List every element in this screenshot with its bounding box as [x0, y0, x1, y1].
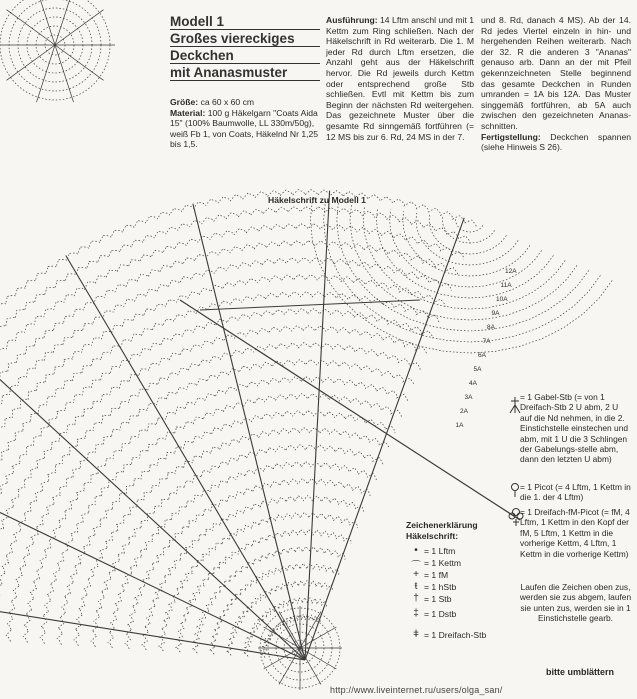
pattern-title [170, 14, 320, 82]
turn-page-note: bitte umblättern [546, 667, 615, 677]
round-label: 3A [464, 394, 473, 401]
round-label: 1A [455, 422, 464, 429]
round-label: 8A [487, 324, 495, 331]
legend-item-kettm: ⌒ = 1 Kettm [411, 558, 462, 572]
legend-note: Laufen die Zeichen oben zus, werden sie zus abgem, laufen sie unten zus, werden sie in 1 Einstichstelle gearb. [519, 582, 632, 624]
triple-treble-symbol-icon: ǂ [413, 629, 419, 640]
legend-item-dreifach-stb: ǂ = 1 Dreifach-Stb [406, 630, 526, 644]
legend-heading-2: Häkelschrift: [406, 530, 459, 541]
round-label: 12A [505, 268, 517, 275]
legend-item-stb: † = 1 Stb [406, 594, 526, 608]
legend-item-fm: + = 1 fM [406, 570, 526, 584]
material-value: 100 g Häkelgarn "Coats Aida 15" (100% Baumwolle, LL 330m/50g), weiß Fb 1, von Coats, Häkelnd Nr 1,25 bis 1,5. [170, 107, 319, 150]
gabel-stitch-description: = 1 Gabel-Stb (= von 1 Dreifach-Stb 2 U abm, 2 U auf die Nd nehmen, in die 2. Einstichstelle einstechen und abm, mit 1 U die 3 Schlingen der Gabelungs-stelle abm, dann den letzten U abm) [520, 392, 629, 465]
slip-stitch-symbol-icon: ⌒ [411, 561, 421, 572]
legend-heading [406, 520, 516, 541]
instructions-text-1: 14 Lftm anschl und mit 1 Kettm zum Ring schließen. Nach der Häkelschrift in Rd weiterarb. Die 1. M jeder Rd durch Lftm ersetzen, die Anzahl geht aus der Häkelschrift hervor. Die Rd jeweils durch Kettm oder entsprechend große Stb schließen. Evtl mit Kettm bis zum Beginn der nächsten Rd weitergehen. Das gezeichnete Muster über die gesamte Rd sinngemäß fortführen (= 12 MS bis zur 6. Rd, 24 MS in der 7. [326, 15, 475, 142]
legend-item-lftm: • = 1 Lftm [406, 546, 526, 560]
instructions-label: Ausführung: [326, 15, 378, 25]
treble-symbol-icon: ‡ [413, 608, 419, 619]
instructions-column-1 [326, 15, 474, 142]
chain-symbol-icon: • [414, 545, 418, 556]
legend-item-hstb: ŧ = 1 hStb [406, 582, 526, 596]
round-label: 2A [460, 408, 468, 415]
title-line-2: Großes viereckiges [170, 31, 320, 47]
round-label: 7A [482, 338, 491, 345]
chart-title: Häkelschrift zu Modell 1 [268, 195, 366, 205]
triple-picot-description: = 1 Dreifach-fM-Picot (= fM, 4 Lftm, 1 Kettm in den Kopf der fM, 5 Lftm, 1 Kettm in die vorherige Kettm, 4 Lftm, 1 Kettm in die vorherige Kettm) [520, 507, 630, 559]
legend-heading-1: Zeichenerklärung [406, 520, 478, 530]
half-double-symbol-icon: ŧ [414, 581, 418, 592]
instructions-column-2 [481, 15, 631, 153]
title-line-4: mit Ananasmuster [170, 65, 320, 81]
title-line-3: Deckchen [170, 48, 320, 64]
round-label: 5A [473, 366, 482, 373]
finish-text: Deckchen spannen (siehe Hinweis S 26). [481, 131, 631, 153]
material-label: Material: [170, 107, 206, 118]
round-label: 10A [496, 296, 508, 303]
round-label: 4A [469, 380, 477, 387]
watermark-url: http://www.liveinternet.ru/users/olga_san/ [330, 685, 503, 695]
title-line-1: Modell 1 [170, 14, 320, 30]
round-label: 9A [491, 310, 500, 317]
single-crochet-symbol-icon: + [413, 569, 419, 580]
finish-label: Fertigstellung: [481, 131, 541, 142]
size-value: ca 60 x 60 cm [200, 97, 255, 107]
instructions-text-2: und 8. Rd, danach 4 MS). Ab der 14. Rd jedes Viertel einzeln in hin- und hergehenden Reihen weiterarb. Nach der 32. R die anderen 3 "Ananas" genauso arb. Dann an der mit Pfeil gekennzeichneten Stelle beginnend das gesamte Deckchen in Runden umranden = 1A bis 12A. Das Muster singgemäß fortführen, ab 5A auch zwischen den gezeichneten Ananas-schnitten. [481, 15, 631, 131]
size-label: Größe: [170, 97, 199, 107]
round-label: 6A [478, 352, 486, 359]
specs-block [170, 97, 320, 150]
picot-description: = 1 Picot (= 4 Lftm, 1 Kettm in die 1. der 4 Lftm) [520, 482, 631, 503]
double-crochet-symbol-icon: † [413, 593, 419, 604]
round-label: 11A [500, 282, 512, 289]
legend-item-dstb: ‡ = 1 Dstb [406, 609, 526, 623]
